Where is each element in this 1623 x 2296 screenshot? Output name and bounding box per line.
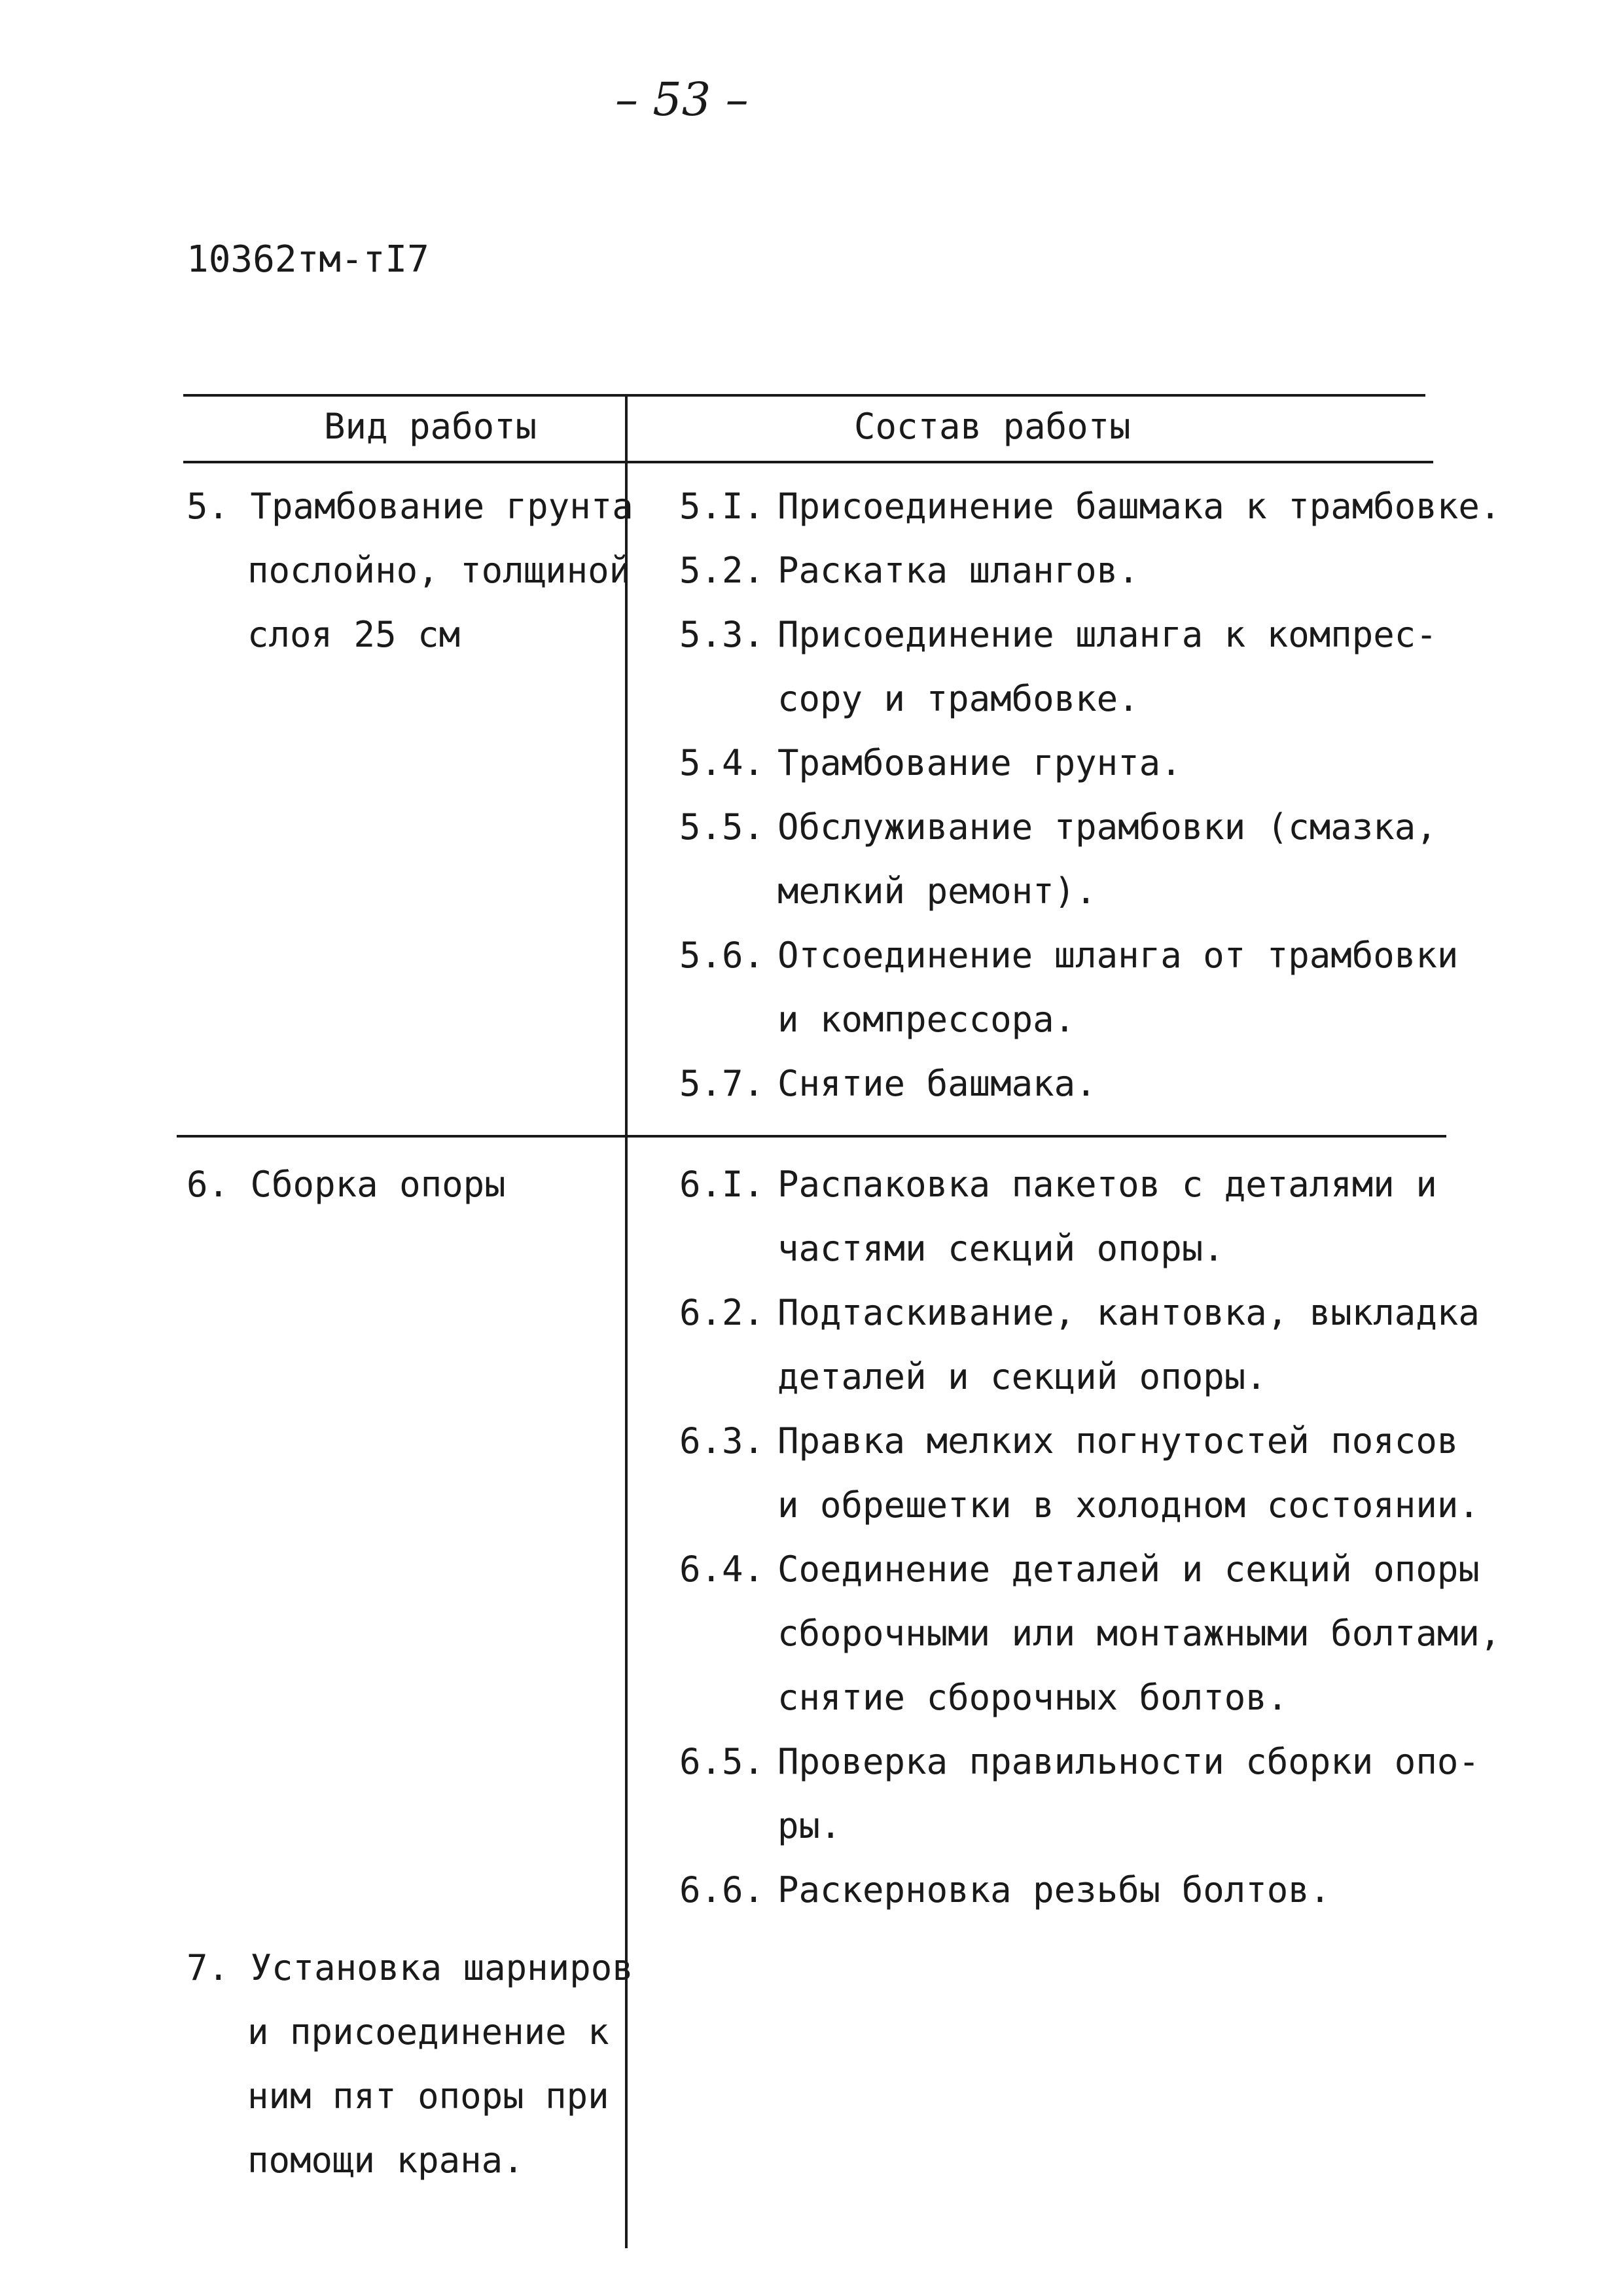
step-text-line: сору и трамбовке.: [777, 678, 1139, 719]
page-number: – 53 –: [615, 73, 749, 126]
step-number: 5.6.: [679, 935, 765, 976]
step-text-line: ры.: [777, 1805, 842, 1846]
step-number: 6.4.: [679, 1549, 765, 1590]
step-number: 5.4.: [679, 742, 765, 783]
step-text-line: Трамбование грунта.: [777, 742, 1182, 783]
step-number: 5.5.: [679, 806, 765, 848]
work-type-line: слоя 25 см: [247, 614, 461, 655]
step-text-line: Раскерновка резьбы болтов.: [777, 1869, 1331, 1910]
step-text-line: и компрессора.: [777, 999, 1076, 1040]
work-type-line: 6. Сборка опоры: [187, 1164, 506, 1205]
section-divider-rule: [177, 1135, 1446, 1138]
work-type-line: послойно, толщиной: [247, 550, 631, 591]
work-type-line: 7. Установка шарниров: [187, 1947, 633, 1988]
step-text-line: Раскатка шлангов.: [777, 550, 1139, 591]
step-text-line: деталей и секций опоры.: [777, 1356, 1267, 1397]
step-text-line: сборочными или монтажными болтами,: [777, 1613, 1501, 1654]
step-number: 5.I.: [679, 486, 765, 527]
step-number: 5.3.: [679, 614, 765, 655]
step-number: 6.5.: [679, 1741, 765, 1782]
step-text-line: снятие сборочных болтов.: [777, 1677, 1289, 1718]
step-number: 6.2.: [679, 1292, 765, 1333]
step-text-line: и обрешетки в холодном состоянии.: [777, 1484, 1480, 1526]
step-number: 6.6.: [679, 1869, 765, 1910]
header-work-type: Вид работы: [324, 406, 537, 447]
work-type-line: помощи крана.: [247, 2140, 524, 2181]
step-text-line: частями секций опоры.: [777, 1228, 1224, 1269]
step-text-line: Присоединение башмака к трамбовке.: [777, 486, 1501, 527]
step-text-line: Правка мелких погнутостей поясов: [777, 1420, 1459, 1462]
table-top-rule: [183, 394, 1425, 397]
step-text-line: Присоединение шланга к компрес-: [777, 614, 1437, 655]
work-type-line: 5. Трамбование грунта: [187, 486, 633, 527]
step-text-line: Отсоединение шланга от трамбовки: [777, 935, 1459, 976]
step-number: 6.I.: [679, 1164, 765, 1205]
step-number: 5.7.: [679, 1063, 765, 1104]
step-text-line: мелкий ремонт).: [777, 870, 1097, 912]
document-code: 10362тм-тI7: [187, 238, 429, 281]
step-text-line: Подтаскивание, кантовка, выкладка: [777, 1292, 1480, 1333]
step-number: 6.3.: [679, 1420, 765, 1462]
step-text-line: Распаковка пакетов с деталями и: [777, 1164, 1437, 1205]
header-work-content: Состав работы: [854, 406, 1131, 447]
step-text-line: Снятие башмака.: [777, 1063, 1097, 1104]
work-type-line: и присоединение к: [247, 2011, 609, 2053]
step-number: 5.2.: [679, 550, 765, 591]
work-type-line: ним пят опоры при: [247, 2075, 609, 2117]
step-text-line: Соединение деталей и секций опоры: [777, 1549, 1480, 1590]
step-text-line: Проверка правильности сборки опо-: [777, 1741, 1480, 1782]
step-text-line: Обслуживание трамбовки (смазка,: [777, 806, 1437, 848]
header-bottom-rule: [183, 461, 1433, 463]
